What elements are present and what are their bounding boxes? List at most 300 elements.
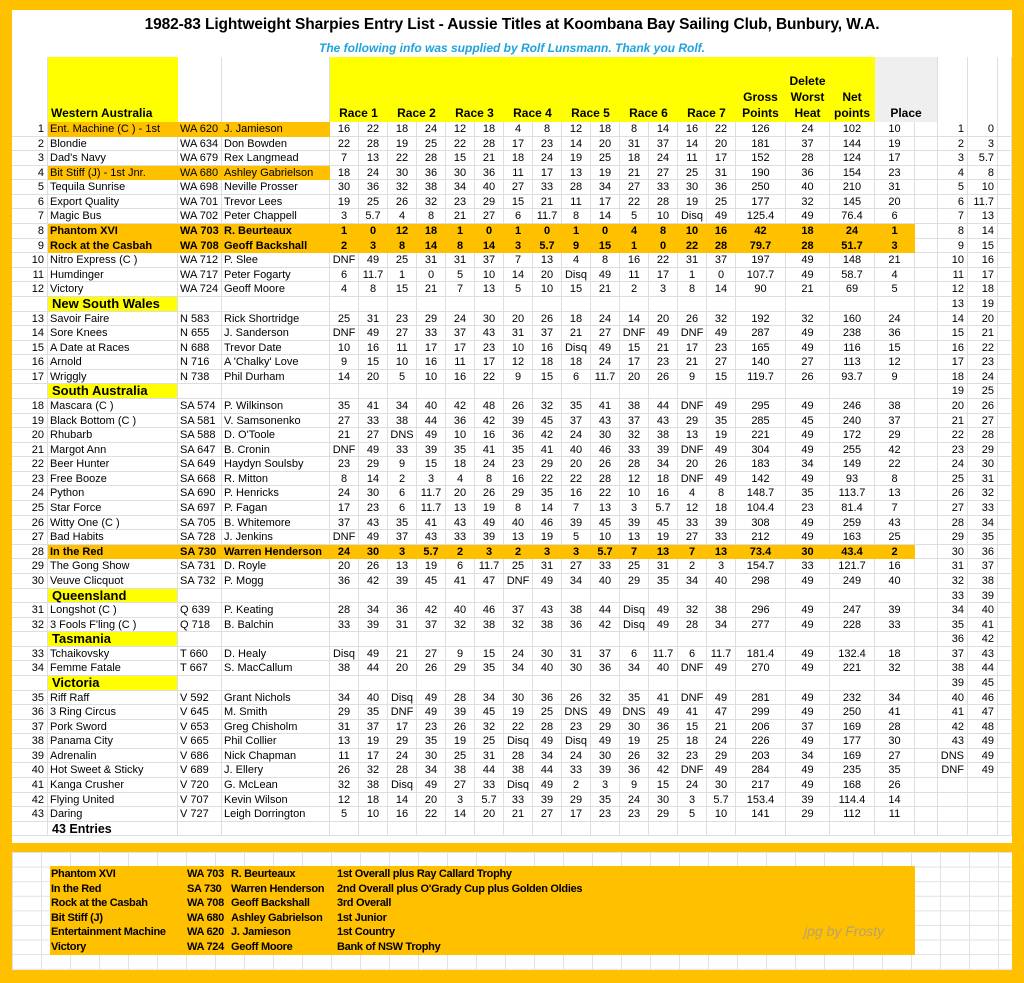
race-score: 29 xyxy=(475,195,504,210)
race-score: 19 xyxy=(417,559,446,574)
race-score: 39 xyxy=(620,516,649,531)
boat-name: Pork Sword xyxy=(48,720,178,735)
race-score: 43 xyxy=(446,516,475,531)
race-score: 36 xyxy=(417,166,446,181)
blank-cell xyxy=(330,676,359,691)
race-score: 5.7 xyxy=(475,793,504,808)
row-number: 42 xyxy=(12,793,48,808)
delete-worst-heat: 49 xyxy=(786,326,830,341)
race-score: 2 xyxy=(388,472,417,487)
race-score: 30 xyxy=(417,749,446,764)
points-index-position: 24 xyxy=(938,457,968,472)
net-points: 144 xyxy=(830,137,875,152)
place: 30 xyxy=(875,734,915,749)
gross-points: 181 xyxy=(736,137,786,152)
skipper-name: Geoff Backshall xyxy=(222,239,330,254)
gross-points: 284 xyxy=(736,763,786,778)
race-score: 15 xyxy=(446,151,475,166)
blank-cell xyxy=(915,312,938,327)
delete-worst-heat: 33 xyxy=(786,559,830,574)
net-points: 228 xyxy=(830,618,875,633)
delete-worst-heat: 24 xyxy=(786,122,830,137)
net-points: 132.4 xyxy=(830,647,875,662)
race-score: 0 xyxy=(417,268,446,283)
place: 9 xyxy=(875,370,915,385)
blank-cell xyxy=(678,632,707,647)
blank-cell xyxy=(998,414,1012,429)
delete-worst-heat: 49 xyxy=(786,705,830,720)
blank-cell xyxy=(875,822,915,837)
race-score: 3 xyxy=(417,472,446,487)
race-score: 37 xyxy=(649,137,678,152)
blank-cell xyxy=(678,822,707,837)
place: 3 xyxy=(875,239,915,254)
race-score: 27 xyxy=(446,778,475,793)
skipper-name: Neville Prosser xyxy=(222,180,330,195)
sail-number: V 592 xyxy=(178,691,222,706)
blank-cell xyxy=(915,457,938,472)
points-index-position: 31 xyxy=(938,559,968,574)
race-score: 24 xyxy=(707,734,736,749)
race-score: 0 xyxy=(649,239,678,254)
race-score: 17 xyxy=(446,341,475,356)
points-index-position: 8 xyxy=(938,224,968,239)
race-score: 32 xyxy=(678,603,707,618)
place: 12 xyxy=(875,355,915,370)
blank-cell xyxy=(915,239,938,254)
delete-worst-heat: 49 xyxy=(786,603,830,618)
race-score: 37 xyxy=(388,530,417,545)
award-row xyxy=(50,882,915,897)
gross-points: 221 xyxy=(736,428,786,443)
row-number: 22 xyxy=(12,457,48,472)
race-score: 25 xyxy=(475,734,504,749)
race-score: 6 xyxy=(562,370,591,385)
sail-number: V 686 xyxy=(178,749,222,764)
boat-name: Blondie xyxy=(48,137,178,152)
skipper-name: Warren Henderson xyxy=(222,545,330,560)
race-score: 13 xyxy=(504,530,533,545)
blank-cell xyxy=(915,691,938,706)
race-score: 40 xyxy=(562,443,591,458)
blank-cell xyxy=(915,224,938,239)
points-index-value: 3 xyxy=(968,137,998,152)
race-score: 25 xyxy=(330,312,359,327)
race-score: 49 xyxy=(649,326,678,341)
race-score: 24 xyxy=(330,545,359,560)
race-score: 24 xyxy=(591,355,620,370)
race-score: 40 xyxy=(475,180,504,195)
race-score: 28 xyxy=(591,472,620,487)
blank-cell xyxy=(915,545,938,560)
race-score: 34 xyxy=(446,180,475,195)
boat-name: 3 Fools F'ling (C ) xyxy=(48,618,178,633)
award-sail: SA 730 xyxy=(187,882,222,895)
award-award: 2nd Overall plus O'Grady Cup plus Golden Oldies xyxy=(337,882,583,895)
gross-points: 296 xyxy=(736,603,786,618)
race-score: 0 xyxy=(591,224,620,239)
row-number: 43 xyxy=(12,807,48,822)
race-score: 18 xyxy=(359,793,388,808)
race-score: 15 xyxy=(562,282,591,297)
skipper-name: Rex Langmead xyxy=(222,151,330,166)
race-score: 22 xyxy=(591,486,620,501)
points-index-value: 43 xyxy=(968,647,998,662)
race-score: 2 xyxy=(446,545,475,560)
race-score: 34 xyxy=(620,661,649,676)
race-score: 39 xyxy=(359,618,388,633)
blank-cell xyxy=(915,501,938,516)
skipper-name: P. Keating xyxy=(222,603,330,618)
blank-cell xyxy=(620,676,649,691)
race-score: 41 xyxy=(591,399,620,414)
race-score: 15 xyxy=(678,720,707,735)
points-index-position: 25 xyxy=(938,472,968,487)
blank-cell xyxy=(649,384,678,399)
race-score: 23 xyxy=(678,749,707,764)
race-score: 14 xyxy=(388,793,417,808)
race-score: 38 xyxy=(446,763,475,778)
blank-cell xyxy=(915,530,938,545)
row-number: 23 xyxy=(12,472,48,487)
race-score: 23 xyxy=(475,341,504,356)
state-heading: New South Wales xyxy=(48,297,178,312)
net-points: 81.4 xyxy=(830,501,875,516)
race-score: 31 xyxy=(533,559,562,574)
race-score: 29 xyxy=(330,705,359,720)
blank-cell xyxy=(222,589,330,604)
gross-points: 79.7 xyxy=(736,239,786,254)
race-score: 15 xyxy=(504,195,533,210)
gross-points: 126 xyxy=(736,122,786,137)
race-score: 18 xyxy=(562,312,591,327)
row-number: 35 xyxy=(12,691,48,706)
race-score: 34 xyxy=(649,457,678,472)
net-points: 250 xyxy=(830,705,875,720)
points-index-value: 25 xyxy=(968,384,998,399)
race-score: 23 xyxy=(388,312,417,327)
points-index-value: 35 xyxy=(968,530,998,545)
race-score: 30 xyxy=(446,166,475,181)
race-score: 20 xyxy=(591,137,620,152)
gross-points: 153.4 xyxy=(736,793,786,808)
race-score: 29 xyxy=(504,486,533,501)
race-score: 34 xyxy=(417,763,446,778)
award-boat: In the Red xyxy=(51,882,102,895)
race-score: 49 xyxy=(417,705,446,720)
award-skipper: J. Jamieson xyxy=(231,926,291,939)
race-score: DNF xyxy=(330,443,359,458)
race-score: 10 xyxy=(533,282,562,297)
net-points: 240 xyxy=(830,414,875,429)
points-index-value: 41 xyxy=(968,618,998,633)
blank-cell xyxy=(915,341,938,356)
row-number: 19 xyxy=(12,414,48,429)
race-score: 37 xyxy=(562,414,591,429)
delete-worst-heat: 49 xyxy=(786,428,830,443)
race-score: 38 xyxy=(475,618,504,633)
race-score: 38 xyxy=(388,414,417,429)
race-score: 40 xyxy=(504,516,533,531)
gross-points: 197 xyxy=(736,253,786,268)
race-score: 3 xyxy=(475,545,504,560)
race-score: 21 xyxy=(504,807,533,822)
blank-cell xyxy=(222,297,330,312)
race-score: 24 xyxy=(446,312,475,327)
race-score: 27 xyxy=(359,428,388,443)
blank-cell xyxy=(875,297,915,312)
race-score: 27 xyxy=(591,326,620,341)
race-score: 18 xyxy=(678,734,707,749)
race-score: 33 xyxy=(330,618,359,633)
race-score: 49 xyxy=(359,253,388,268)
race-score: 38 xyxy=(533,618,562,633)
blank-cell xyxy=(446,822,475,837)
race-score: 9 xyxy=(446,647,475,662)
net-points: 148 xyxy=(830,253,875,268)
gross-points: 287 xyxy=(736,326,786,341)
boat-name: Victory xyxy=(48,282,178,297)
place: 40 xyxy=(875,574,915,589)
place: 21 xyxy=(875,253,915,268)
race-score: 28 xyxy=(475,137,504,152)
net-points: 116 xyxy=(830,341,875,356)
blank-cell xyxy=(417,589,446,604)
blank-cell xyxy=(736,589,786,604)
race-score: 10 xyxy=(388,355,417,370)
race-score: 33 xyxy=(678,516,707,531)
race-score: 33 xyxy=(707,530,736,545)
points-index-value xyxy=(968,793,998,808)
place: 25 xyxy=(875,530,915,545)
race-score: 7 xyxy=(446,282,475,297)
race-score: 24 xyxy=(562,749,591,764)
race-score: 9 xyxy=(678,370,707,385)
race-score: 26 xyxy=(707,457,736,472)
race-score: 10 xyxy=(446,428,475,443)
race-score: 27 xyxy=(417,647,446,662)
row-number: 15 xyxy=(12,341,48,356)
race-score: 32 xyxy=(388,180,417,195)
blank-cell xyxy=(330,297,359,312)
sail-number: V 653 xyxy=(178,720,222,735)
points-index-position: 17 xyxy=(938,355,968,370)
race-score: 24 xyxy=(417,122,446,137)
race-score: 29 xyxy=(446,661,475,676)
blank-cell xyxy=(915,603,938,618)
row-number: 29 xyxy=(12,559,48,574)
blank-cell xyxy=(968,822,998,837)
race-score: 32 xyxy=(591,691,620,706)
race-score: 17 xyxy=(649,268,678,283)
race-score: 34 xyxy=(707,618,736,633)
place: 37 xyxy=(875,414,915,429)
race-score: 36 xyxy=(533,691,562,706)
skipper-name: P. Wilkinson xyxy=(222,399,330,414)
race-score: 24 xyxy=(562,428,591,443)
race-score: DNF xyxy=(678,399,707,414)
blank-cell xyxy=(591,822,620,837)
race-score: 49 xyxy=(475,516,504,531)
blank-cell xyxy=(830,632,875,647)
gross-points: 226 xyxy=(736,734,786,749)
race-score: 31 xyxy=(707,166,736,181)
race-score: 40 xyxy=(649,661,678,676)
blank-cell xyxy=(786,632,830,647)
race-score: 3 xyxy=(533,545,562,560)
blank-cell xyxy=(475,589,504,604)
delete-worst-heat: 49 xyxy=(786,778,830,793)
points-index-position: 28 xyxy=(938,516,968,531)
race-score: 16 xyxy=(388,807,417,822)
points-index-position: 18 xyxy=(938,370,968,385)
credit-watermark: jpg by Frosty xyxy=(804,923,885,939)
race-score: 31 xyxy=(330,720,359,735)
blank-cell xyxy=(938,822,968,837)
blank-cell xyxy=(915,253,938,268)
net-points: 172 xyxy=(830,428,875,443)
race-score: 49 xyxy=(707,661,736,676)
race-score: 28 xyxy=(649,195,678,210)
race-score: 38 xyxy=(417,180,446,195)
race-score: 8 xyxy=(562,209,591,224)
race-score: 31 xyxy=(388,618,417,633)
blank-cell xyxy=(998,691,1012,706)
award-skipper: Warren Henderson xyxy=(231,882,325,895)
skipper-name: B. Whitemore xyxy=(222,516,330,531)
points-index-position: 32 xyxy=(938,574,968,589)
race-score: 9 xyxy=(330,355,359,370)
blank-cell xyxy=(998,734,1012,749)
race-score: 14 xyxy=(330,370,359,385)
award-row xyxy=(50,911,915,926)
gross-points: 42 xyxy=(736,224,786,239)
race-score: 3 xyxy=(649,282,678,297)
blank-cell xyxy=(830,297,875,312)
boat-name: Humdinger xyxy=(48,268,178,283)
points-index-position: 35 xyxy=(938,618,968,633)
points-index-position: 10 xyxy=(938,253,968,268)
header-blank xyxy=(178,57,222,122)
race-score: 37 xyxy=(533,326,562,341)
net-points: 76.4 xyxy=(830,209,875,224)
race-score: 8 xyxy=(475,472,504,487)
points-index-value: 48 xyxy=(968,720,998,735)
awards-table xyxy=(50,866,915,955)
race-score: 35 xyxy=(446,443,475,458)
race-score: 25 xyxy=(504,559,533,574)
delete-worst-heat: 18 xyxy=(786,224,830,239)
race-score: 14 xyxy=(417,239,446,254)
race-score: 16 xyxy=(475,428,504,443)
race-score: 30 xyxy=(591,749,620,764)
sail-number: SA 649 xyxy=(178,457,222,472)
blank-cell xyxy=(998,545,1012,560)
race-score: 8 xyxy=(330,472,359,487)
race-score: 32 xyxy=(620,428,649,443)
blank-cell xyxy=(998,399,1012,414)
blank-cell xyxy=(998,122,1012,137)
blank-cell xyxy=(330,589,359,604)
points-index-value: 11.7 xyxy=(968,195,998,210)
row-number: 34 xyxy=(12,661,48,676)
race-score: 5 xyxy=(678,807,707,822)
row-number: 26 xyxy=(12,516,48,531)
race-score: 5.7 xyxy=(649,501,678,516)
blank-cell xyxy=(915,778,938,793)
delete-worst-heat: 49 xyxy=(786,530,830,545)
race-score: 37 xyxy=(475,253,504,268)
race-score: 6 xyxy=(620,647,649,662)
blank-cell xyxy=(620,297,649,312)
blank-cell xyxy=(998,589,1012,604)
points-index-position: 42 xyxy=(938,720,968,735)
race-score: Disq xyxy=(330,647,359,662)
race-score: 49 xyxy=(533,778,562,793)
sail-number: WA 702 xyxy=(178,209,222,224)
race-score: 24 xyxy=(533,151,562,166)
place: 24 xyxy=(875,312,915,327)
blank-cell xyxy=(998,428,1012,443)
race-score: 14 xyxy=(591,209,620,224)
race-score: 39 xyxy=(707,516,736,531)
blank-cell xyxy=(786,822,830,837)
race-score: 25 xyxy=(417,137,446,152)
blank-cell xyxy=(533,589,562,604)
race-score: 22 xyxy=(359,122,388,137)
race-score: 18 xyxy=(417,224,446,239)
points-index-value: 23 xyxy=(968,355,998,370)
blank-cell xyxy=(591,384,620,399)
race-score: 37 xyxy=(504,603,533,618)
row-number: 16 xyxy=(12,355,48,370)
race-score: 32 xyxy=(417,195,446,210)
race-score: 2 xyxy=(620,282,649,297)
blank-cell xyxy=(915,763,938,778)
race-score: 16 xyxy=(359,341,388,356)
points-index-value: 31 xyxy=(968,472,998,487)
row-number: 38 xyxy=(12,734,48,749)
race-score: 16 xyxy=(533,341,562,356)
boat-name: Black Bottom (C ) xyxy=(48,414,178,429)
net-points: 163 xyxy=(830,530,875,545)
gross-points: 125.4 xyxy=(736,209,786,224)
race-score: 0 xyxy=(475,224,504,239)
race-score: 3 xyxy=(330,209,359,224)
race-score: 14 xyxy=(678,137,707,152)
blank-cell xyxy=(998,443,1012,458)
race-score: 44 xyxy=(417,414,446,429)
blank-cell xyxy=(915,749,938,764)
race-score: 26 xyxy=(446,720,475,735)
blank-cell xyxy=(178,676,222,691)
place: 8 xyxy=(875,472,915,487)
race-score: 14 xyxy=(562,137,591,152)
race-score: 28 xyxy=(417,151,446,166)
race-score: 42 xyxy=(359,574,388,589)
race-score: 24 xyxy=(678,778,707,793)
race-score: 36 xyxy=(359,180,388,195)
header-blank xyxy=(12,57,48,122)
points-index-position xyxy=(938,807,968,822)
points-index-value: 8 xyxy=(968,166,998,181)
race-score: 14 xyxy=(359,472,388,487)
race-score: 12 xyxy=(388,224,417,239)
race-score: 36 xyxy=(475,166,504,181)
place: 28 xyxy=(875,720,915,735)
place: 29 xyxy=(875,428,915,443)
race-score: 41 xyxy=(678,705,707,720)
